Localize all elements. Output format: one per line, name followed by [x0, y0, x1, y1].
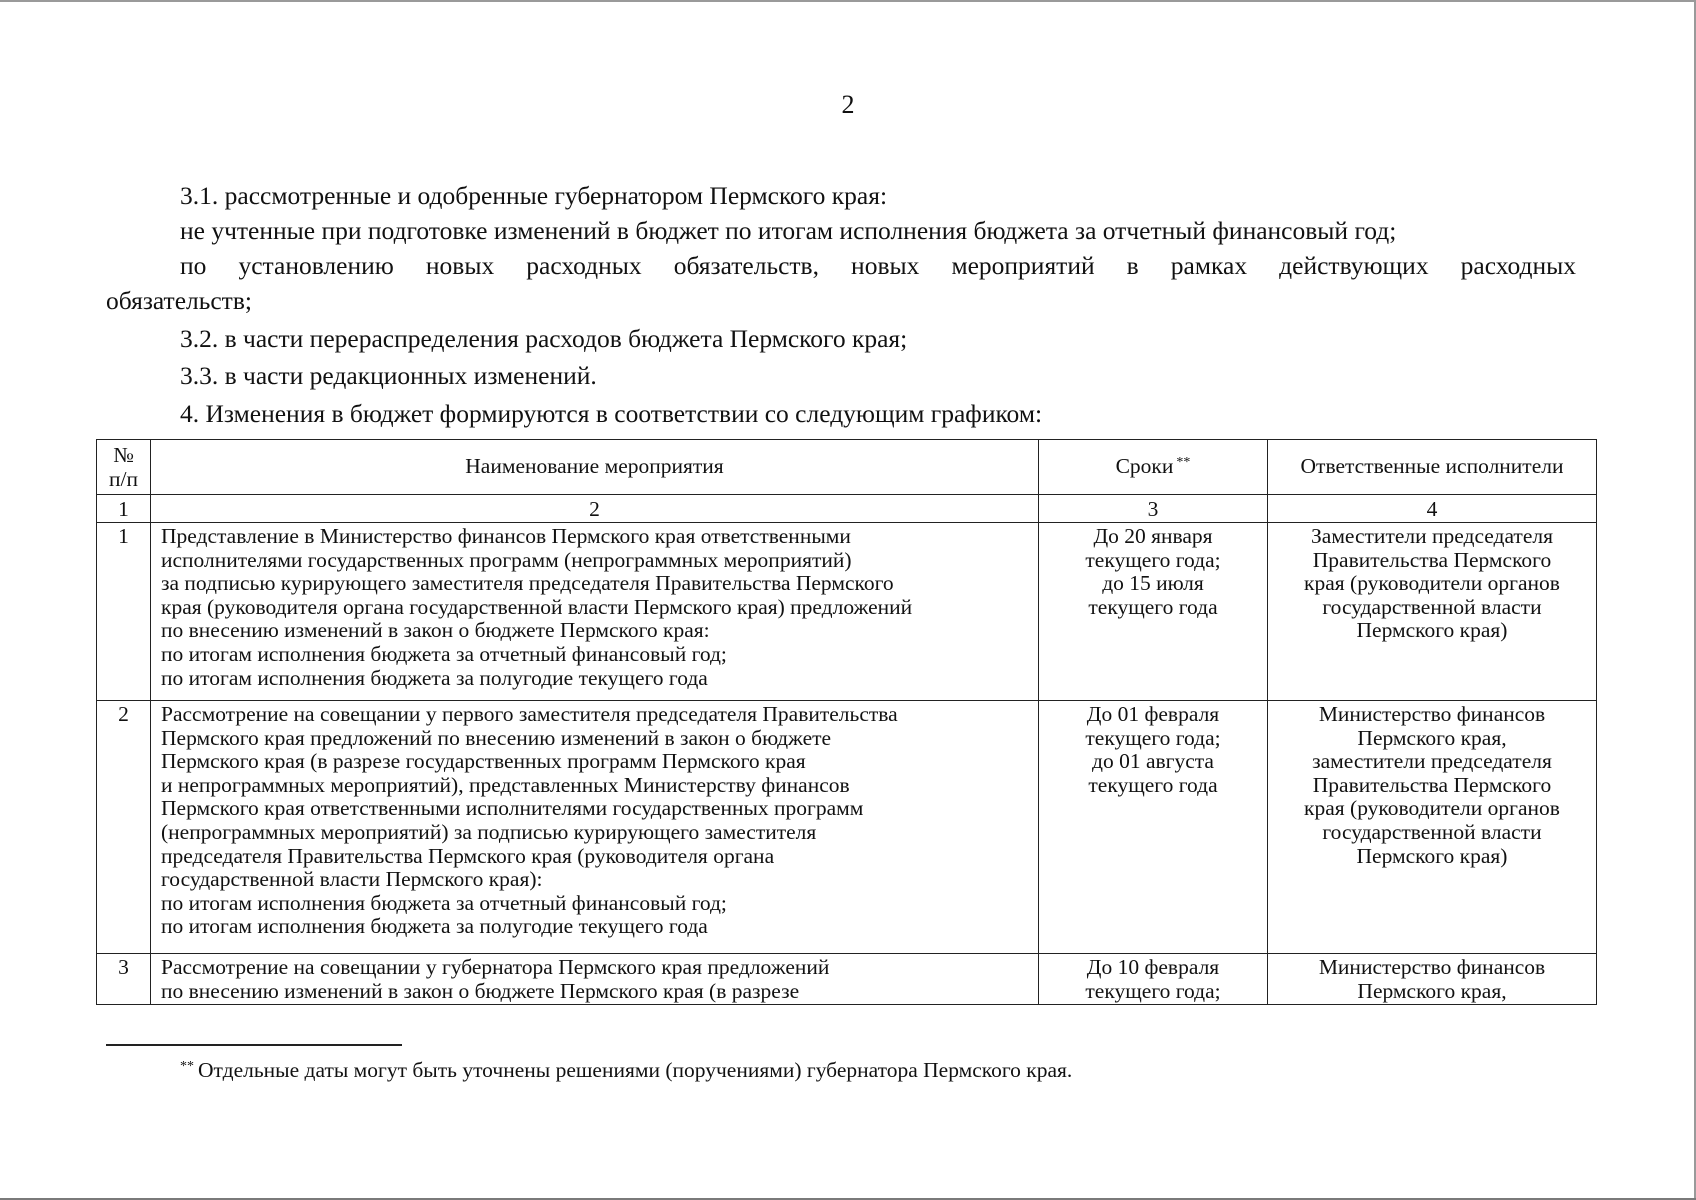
- text-line: государственной власти Пермского края):: [161, 867, 543, 892]
- text-line: по итогам исполнения бюджета за полугодие текущего года: [161, 665, 708, 690]
- text-line: до 01 августа: [1092, 749, 1214, 774]
- text-line: Правительства Пермского: [1312, 547, 1552, 572]
- text-line: заместители председателя: [1312, 749, 1552, 774]
- header-num-line-2: п/п: [109, 467, 138, 491]
- text-line: Пермского края ответственными исполнителями государственных программ: [161, 796, 864, 821]
- table-header-row: [97, 440, 1597, 495]
- text-line: и непрограммных мероприятий), представленных Министерству финансов: [161, 772, 850, 797]
- text-line: Пермского края,: [1357, 978, 1507, 1003]
- text-line: текущего года;: [1085, 725, 1221, 750]
- text-line: До 20 января: [1093, 524, 1213, 548]
- text-line: (непрограммных мероприятий) за подписью курирующего заместителя: [161, 819, 817, 844]
- paragraph-3-2: 3.2. в части перераспределения расходов бюджета Пермского края;: [180, 324, 908, 353]
- row-activity: [151, 701, 1039, 954]
- paragraph-3-1-heading: 3.1. рассмотренные и одобренные губернатором Пермского края:: [180, 181, 888, 210]
- text-line: текущего года;: [1085, 547, 1221, 572]
- text-line: Пермского края): [1356, 843, 1508, 868]
- row-responsible: [1268, 954, 1597, 1005]
- text-line: государственной власти: [1322, 819, 1542, 844]
- text-line: края (руководители органов: [1304, 796, 1560, 821]
- page-edge-top: [0, 0, 1696, 2]
- text-line: Пермского края,: [1357, 725, 1507, 750]
- text-line: по итогам исполнения бюджета за отчетный финансовый год;: [161, 641, 727, 666]
- text-line: Рассмотрение на совещании у губернатора Пермского края предложений: [161, 955, 830, 979]
- index-cell: 1: [97, 495, 151, 523]
- row-number: 1: [97, 523, 151, 701]
- row-deadline: [1039, 701, 1268, 954]
- index-cell: 4: [1268, 495, 1597, 523]
- row-responsible: [1268, 701, 1597, 954]
- row-deadline: [1039, 523, 1268, 701]
- text-line: Представление в Министерство финансов Пермского края ответственными: [161, 524, 851, 548]
- text-line: до 15 июля: [1102, 571, 1204, 596]
- text-line: за подписью курирующего заместителя председателя Правительства Пермского: [161, 571, 894, 596]
- text-line: текущего года: [1088, 594, 1218, 619]
- index-cell: 3: [1039, 495, 1268, 523]
- paragraph-3-1-item-2-line-1: по установлению новых расходных обязательств, новых мероприятий в рамках действующих расходных: [180, 251, 1576, 280]
- paragraph-4: 4. Изменения в бюджет формируются в соответствии со следующим графиком:: [180, 399, 1043, 428]
- paragraph-3-1-item-2-line-2: обязательств;: [106, 286, 252, 315]
- schedule-table: [96, 439, 1597, 1005]
- text-line: Пермского края): [1356, 618, 1508, 643]
- row-number: 2: [97, 701, 151, 954]
- footnote-separator: [106, 1044, 402, 1046]
- text-line: края (руководителя органа государственной власти Пермского края) предложений: [161, 594, 913, 619]
- header-date-footnote-mark: **: [1176, 455, 1191, 471]
- row-responsible: [1268, 523, 1597, 701]
- text-line: по внесению изменений в закон о бюджете Пермского края:: [161, 618, 710, 643]
- text-line: председателя Правительства Пермского края (руководителя органа: [161, 843, 775, 868]
- page-number: 2: [841, 90, 855, 119]
- text-line: края (руководители органов: [1304, 571, 1560, 596]
- table-row: [97, 523, 1597, 701]
- row-activity: [151, 954, 1039, 1005]
- footnote: [180, 1056, 1072, 1084]
- text-line: Министерство финансов: [1318, 702, 1546, 726]
- table-row: [97, 701, 1597, 954]
- row-number: 3: [97, 954, 151, 1005]
- text-line: Пермского края (в разрезе государственных программ Пермского края: [161, 749, 806, 774]
- header-date-label: Сроки: [1115, 454, 1174, 479]
- text-line: исполнителями государственных программ (непрограммных мероприятий): [161, 547, 852, 572]
- footnote-mark: **: [180, 1059, 194, 1074]
- paragraph-3-3: 3.3. в части редакционных изменений.: [180, 361, 597, 390]
- table-row: [97, 954, 1597, 1005]
- paragraph-3-1-item-1: не учтенные при подготовке изменений в бюджет по итогам исполнения бюджета за отчетный финансовый год;: [180, 216, 1397, 245]
- text-line: по итогам исполнения бюджета за полугодие текущего года: [161, 914, 708, 939]
- text-line: До 10 февраля: [1086, 955, 1220, 979]
- text-line: текущего года;: [1085, 978, 1221, 1003]
- header-date: [1039, 440, 1268, 495]
- text-line: Рассмотрение на совещании у первого заместителя председателя Правительства: [161, 702, 898, 726]
- header-num: [97, 440, 151, 495]
- text-line: Заместители председателя: [1311, 524, 1553, 548]
- text-line: До 01 февраля: [1086, 702, 1220, 726]
- text-line: Министерство финансов: [1318, 955, 1546, 979]
- text-line: Пермского края предложений по внесению изменений в закон о бюджете: [161, 725, 832, 750]
- text-line: текущего года: [1088, 772, 1218, 797]
- text-line: по внесению изменений в закон о бюджете Пермского края (в разрезе: [161, 978, 800, 1003]
- text-line: по итогам исполнения бюджета за отчетный финансовый год;: [161, 890, 727, 915]
- row-deadline: [1039, 954, 1268, 1005]
- table-index-row: [97, 495, 1597, 523]
- header-responsible: Ответственные исполнители: [1268, 440, 1597, 495]
- row-activity: [151, 523, 1039, 701]
- footnote-text: Отдельные даты могут быть уточнены решениями (поручениями) губернатора Пермского края.: [198, 1058, 1073, 1082]
- text-line: Правительства Пермского: [1312, 772, 1552, 797]
- header-num-line-1: №: [113, 443, 134, 467]
- text-line: государственной власти: [1322, 594, 1542, 619]
- index-cell: 2: [151, 495, 1039, 523]
- header-name: Наименование мероприятия: [151, 440, 1039, 495]
